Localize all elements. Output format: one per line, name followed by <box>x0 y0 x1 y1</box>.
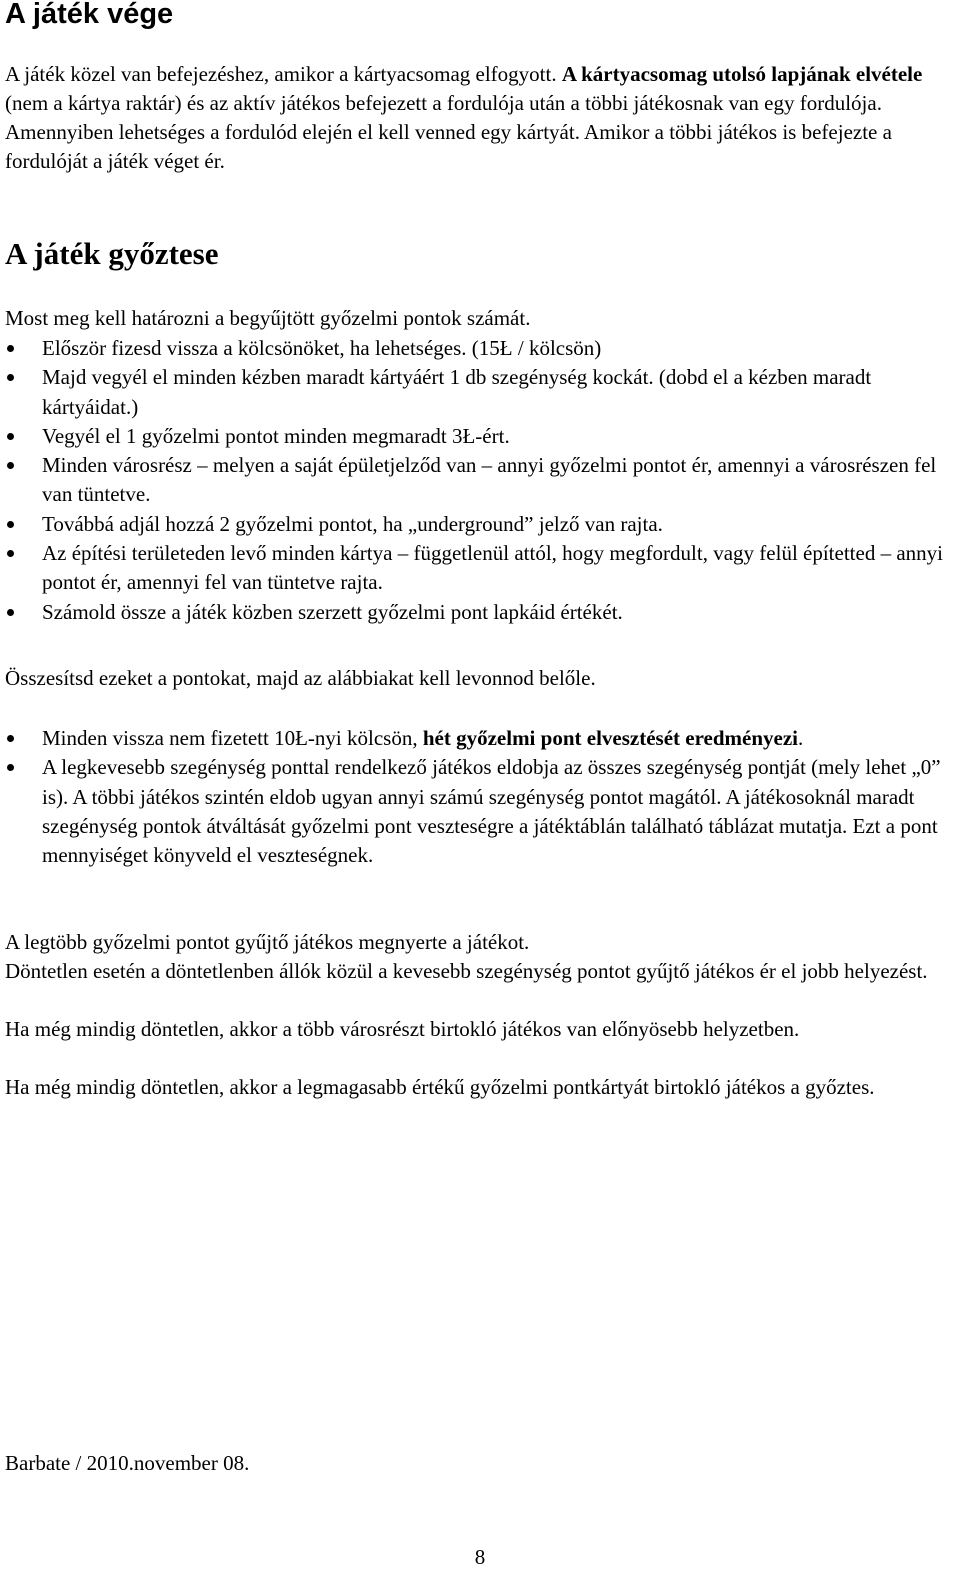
intro-bold: A kártyacsomag utolsó lapjának elvétele <box>561 62 923 86</box>
intro-text-2: (nem a kártya raktár) és az aktív játékos befejezett a fordulója után a többi játékosnak van egy fordulója. Amennyiben lehetséges a fordulód elején el kell venned egy kártyát. Amikor a többi játékos is befejezte a fordulóját a játék véget ér. <box>5 91 892 173</box>
list-item: Először fizesd vissza a kölcsönöket, ha lehetséges. (15Ł / kölcsön) <box>0 334 955 363</box>
deduction-text: Minden vissza nem fizetett 10Ł-nyi kölcsön, <box>42 726 423 750</box>
list-item: A legkevesebb szegénység ponttal rendelkező játékos eldobja az összes szegénység pontját (mely lehet „0” is). A többi játékos szintén eldob ugyan annyi számú szegénység pontot magától. A játékosoknál maradt szegénység pontok átváltását győzelmi pont veszteségre a játéktáblán található táblázat mutatja. Ezt a pont mennyiséget könyveld el veszteségnek. <box>0 753 955 870</box>
outcome-line-1: A legtöbb győzelmi pontot gyűjtő játékos megnyerte a játékot. <box>5 930 530 954</box>
list-item <box>0 724 955 753</box>
outcome-line-4: Ha még mindig döntetlen, akkor a legmagasabb értékű győzelmi pontkártyát birtokló játékos a győztes. <box>5 1075 875 1099</box>
intro-paragraph <box>5 60 955 176</box>
list-item: Továbbá adjál hozzá 2 győzelmi pontot, ha „underground” jelző van rajta. <box>0 510 955 539</box>
deduction-end: . <box>798 726 804 750</box>
outcome-line-3: Ha még mindig döntetlen, akkor a több városrészt birtokló játékos van előnyösebb helyzetben. <box>5 1017 800 1041</box>
list-item: Majd vegyél el minden kézben maradt kártyáért 1 db szegénység kockát. (dobd el a kézben maradt kártyáidat.) <box>0 363 955 422</box>
list-item: Számold össze a játék közben szerzett győzelmi pont lapkáid értékét. <box>0 598 955 627</box>
summary-paragraph: Összesítsd ezeket a pontokat, majd az alábbiakat kell levonnod belőle. <box>5 666 596 690</box>
outcome-line-2: Döntetlen esetén a döntetlenben állók közül a kevesebb szegénység pontot gyűjtő játékos ér el jobb helyezést. <box>5 959 928 983</box>
page-title: A játék vége <box>5 0 174 30</box>
scoring-list <box>0 334 955 627</box>
footer-note: Barbate / 2010.november 08. <box>5 1451 250 1475</box>
deduction-list <box>0 724 955 870</box>
list-item: Vegyél el 1 győzelmi pontot minden megmaradt 3Ł-ért. <box>0 422 955 451</box>
deduction-bold: hét győzelmi pont elvesztését eredményezi <box>422 726 798 750</box>
intro-text-1: A játék közel van befejezéshez, amikor a kártyacsomag elfogyott. <box>5 62 562 86</box>
scoring-intro: Most meg kell határozni a begyűjtött győzelmi pontok számát. <box>5 306 531 330</box>
page-number: 8 <box>474 1545 486 1569</box>
section-heading-winner: A játék győztese <box>5 236 219 271</box>
list-item: Minden városrész – melyen a saját épületjelződ van – annyi győzelmi pontot ér, amennyi a városrészen fel van tüntetve. <box>0 451 955 510</box>
list-item: Az építési területeden levő minden kártya – függetlenül attól, hogy megfordult, vagy felül építetted – annyi pontot ér, amennyi fel van tüntetve rajta. <box>0 539 955 598</box>
